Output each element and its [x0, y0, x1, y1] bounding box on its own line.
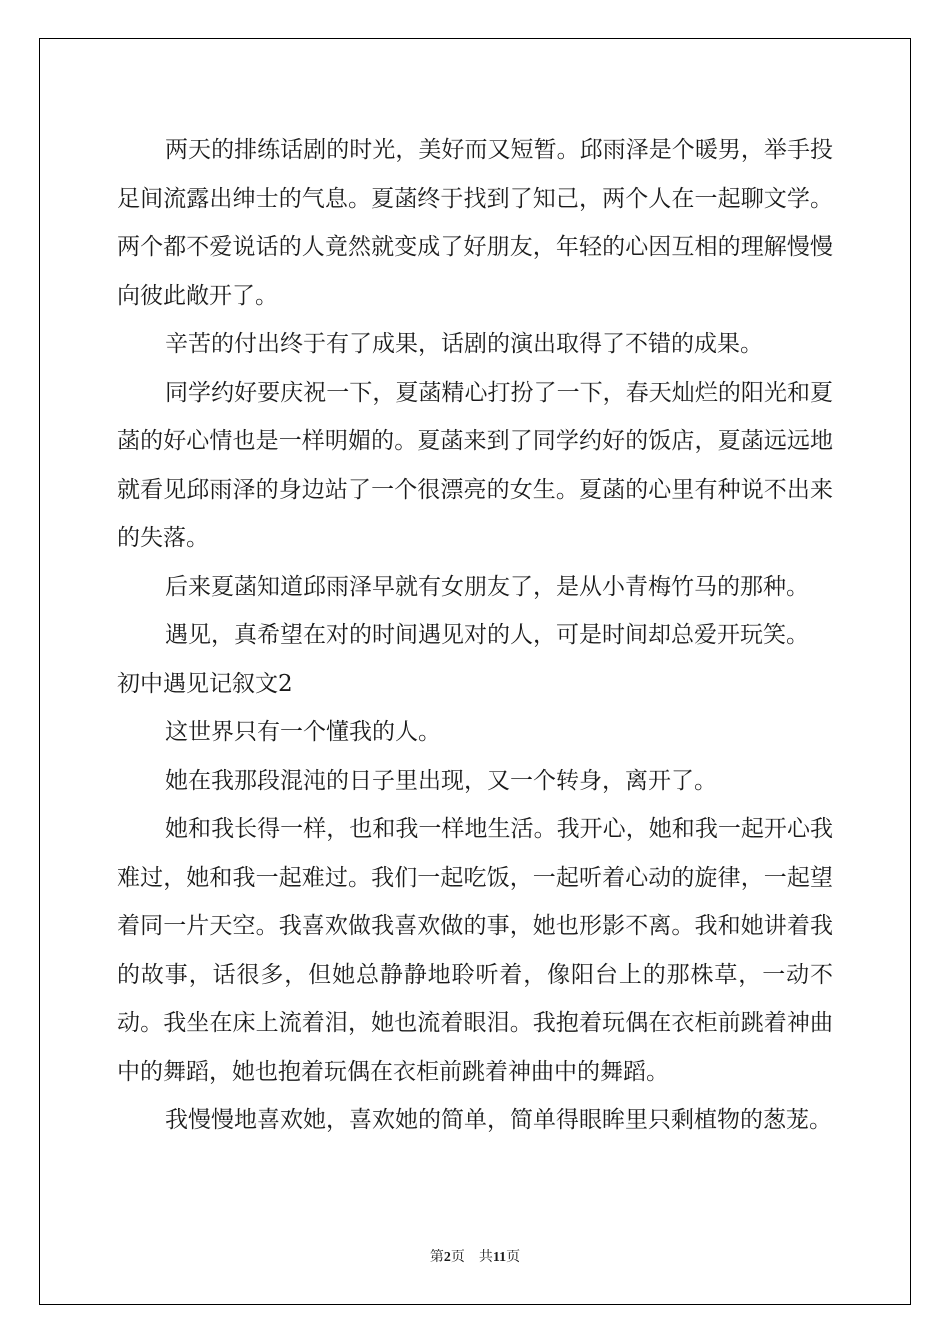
total-suffix: 页	[506, 1249, 521, 1265]
document-body	[117, 126, 833, 1145]
paragraph: 我慢慢地喜欢她，喜欢她的简单，简单得眼眸里只剩植物的葱茏。	[165, 1107, 832, 1133]
page-prefix: 第	[429, 1249, 444, 1265]
paragraph: 同学约好要庆祝一下，夏菡精心打扮了一下，春天灿烂的阳光和夏菡的好心情也是一样明媚的。夏菡来到了同学约好的饭店，夏菡远远地就看见邱雨泽的身边站了一个很漂亮的女生。夏菡的心里有种说不出来的失落。	[117, 379, 833, 551]
paragraph: 辛苦的付出终于有了成果，话剧的演出取得了不错的成果。	[165, 331, 763, 357]
paragraph: 她在我那段混沌的日子里出现，又一个转身，离开了。	[165, 767, 717, 794]
paragraph: 后来夏菡知道邱雨泽早就有女朋友了，是从小青梅竹马的那种。	[165, 573, 809, 600]
page-footer	[0, 1246, 950, 1266]
section-heading: 初中遇见记叙文2	[117, 670, 293, 697]
paragraph: 这世界只有一个懂我的人。	[165, 719, 441, 745]
total-prefix: 共	[478, 1249, 493, 1265]
page-suffix: 页	[450, 1249, 465, 1265]
page-number: 2	[443, 1250, 451, 1265]
paragraph: 两天的排练话剧的时光，美好而又短暂。邱雨泽是个暖男，举手投足间流露出绅士的气息。夏菡终于找到了知己，两个人在一起聊文学。两个都不爱说话的人竟然就变成了好朋友，年轻的心因互相的理解慢慢向彼此敞开了。	[117, 137, 833, 309]
paragraph: 她和我长得一样，也和我一样地生活。我开心，她和我一起开心我难过，她和我一起难过。我们一起吃饭，一起听着心动的旋律，一起望着同一片天空。我喜欢做我喜欢做的事，她也形影不离。我和她讲着我的故事，话很多，但她总静静地聆听着，像阳台上的那株草，一动不动。我坐在床上流着泪，她也流着眼泪。我抱着玩偶在衣柜前跳着神曲中的舞蹈，她也抱着玩偶在衣柜前跳着神曲中的舞蹈。	[117, 816, 833, 1085]
paragraph: 遇见，真希望在对的时间遇见对的人，可是时间却总爱开玩笑。	[165, 622, 809, 648]
total-pages: 11	[492, 1250, 507, 1265]
